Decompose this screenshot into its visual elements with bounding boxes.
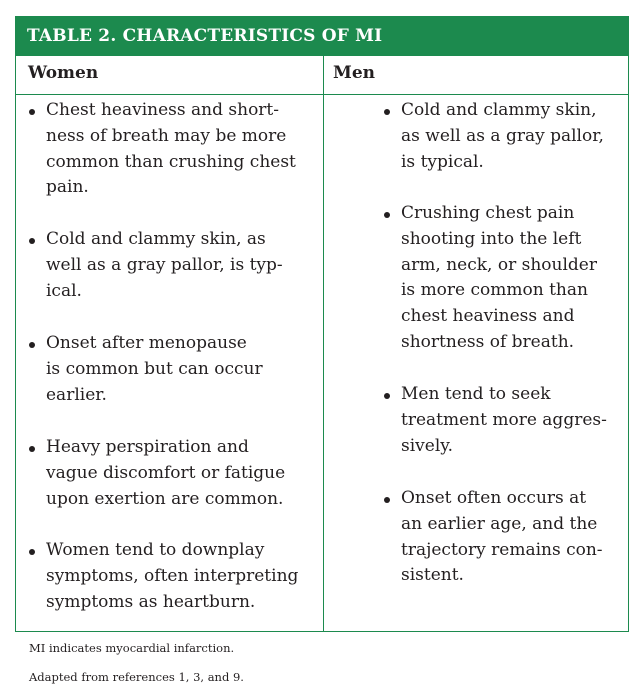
women-characteristic-item <box>26 98 338 201</box>
men-characteristic-item <box>381 486 641 589</box>
women-column-header: Women <box>28 63 99 83</box>
characteristic-text-line: is common but can occur <box>46 358 263 379</box>
bullet-dot-icon <box>384 109 390 115</box>
characteristic-text-line: Cold and clammy skin, as <box>46 229 266 249</box>
bullet-dot-icon <box>384 393 390 399</box>
footnote-abbreviation: MI indicates myocardial infarction. <box>29 641 235 655</box>
characteristic-text-line: ness of breath may be more <box>46 125 287 146</box>
characteristic-text-line: Onset after menopause <box>46 333 247 353</box>
men-characteristic-item <box>381 98 641 175</box>
men-characteristic-item <box>381 201 641 356</box>
table-title-bar <box>16 17 628 56</box>
column-header-row <box>16 56 628 95</box>
characteristic-text-line: Heavy perspiration and <box>46 437 249 457</box>
characteristic-text-line: arm, neck, or shoulder <box>401 254 597 275</box>
characteristic-text-line: shortness of breath. <box>401 331 575 352</box>
characteristic-text-line: pain. <box>46 177 89 198</box>
characteristic-text-line: upon exertion are common. <box>46 488 284 509</box>
bullet-dot-icon <box>384 497 390 503</box>
characteristic-text-line: sistent. <box>401 565 464 586</box>
bullet-dot-icon <box>29 109 35 115</box>
characteristic-text-line: treatment more aggres- <box>401 409 607 430</box>
women-characteristic-item <box>26 331 338 408</box>
characteristic-text-line: symptoms, often interpreting <box>46 565 299 586</box>
bullet-dot-icon <box>29 549 35 555</box>
characteristic-text-line: earlier. <box>46 384 107 405</box>
bullet-dot-icon <box>384 212 390 218</box>
characteristic-text-line: Women tend to downplay <box>46 540 265 560</box>
characteristic-text-line: Onset often occurs at <box>401 488 587 508</box>
characteristics-table <box>15 16 629 632</box>
women-characteristic-item <box>26 227 338 304</box>
women-characteristic-item <box>26 435 338 512</box>
women-characteristic-item <box>26 538 338 615</box>
characteristic-text-line: symptoms as heartburn. <box>46 591 256 612</box>
characteristic-text-line: common than crushing chest <box>46 151 296 172</box>
characteristic-text-line: shooting into the left <box>401 228 582 249</box>
characteristic-text-line: Chest heaviness and short- <box>46 100 280 120</box>
table-title: TABLE 2. CHARACTERISTICS OF MI <box>27 26 383 46</box>
characteristic-text-line: Crushing chest pain <box>401 203 575 223</box>
bullet-dot-icon <box>29 342 35 348</box>
characteristic-text-line: sively. <box>401 435 454 456</box>
characteristic-text-line: ical. <box>46 280 82 301</box>
footnote-references: Adapted from references 1, 3, and 9. <box>29 670 244 684</box>
characteristic-text-line: well as a gray pallor, is typ- <box>46 254 283 275</box>
bullet-dot-icon <box>29 238 35 244</box>
men-column-header: Men <box>333 63 375 83</box>
men-characteristic-item <box>381 382 641 459</box>
characteristic-text-line: chest heaviness and <box>401 306 575 327</box>
characteristic-text-line: is typical. <box>401 151 484 172</box>
characteristic-text-line: Cold and clammy skin, <box>401 100 597 120</box>
characteristic-text-line: is more common than <box>401 280 588 301</box>
characteristic-text-line: vague discomfort or fatigue <box>46 462 286 483</box>
characteristic-text-line: as well as a gray pallor, <box>401 125 604 146</box>
bullet-dot-icon <box>29 446 35 452</box>
characteristic-text-line: Men tend to seek <box>401 384 551 404</box>
characteristic-text-line: trajectory remains con- <box>401 539 603 560</box>
characteristic-text-line: an earlier age, and the <box>401 513 598 534</box>
